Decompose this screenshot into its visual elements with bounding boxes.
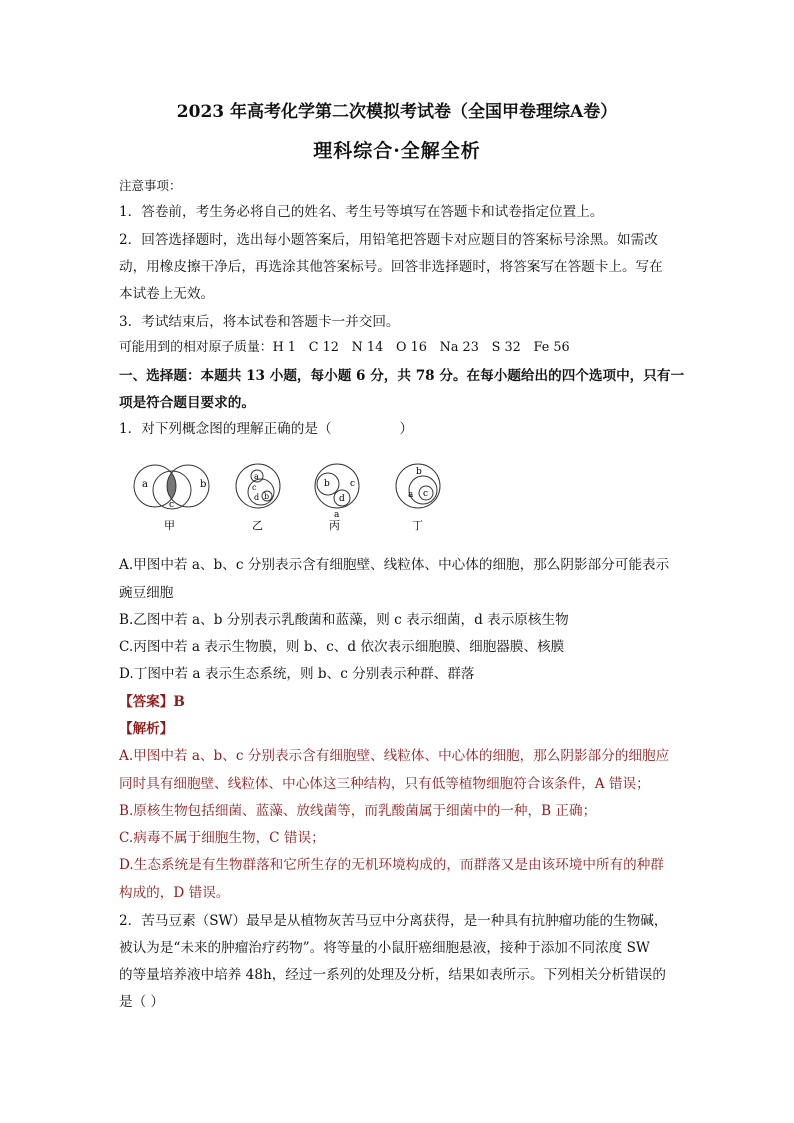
label-c: c <box>423 489 429 499</box>
label-a: a <box>334 510 340 520</box>
notice-item-3: 3．考试结束后，将本试卷和答题卡一并交回。 <box>119 314 400 330</box>
question-2-line-1: 2．苦马豆素（SW）最早是从植物灰苦马豆中分离获得，是一种具有抗肿瘤功能的生物碱， <box>119 913 668 929</box>
analysis-b: B.原核生物包括细菌、蓝藻、放线菌等，而乳酸菌属于细菌中的一种，B 正确； <box>119 803 597 819</box>
analysis-heading: 【解析】 <box>119 721 174 737</box>
label-c: c <box>252 483 257 492</box>
caption-bing: 丙 <box>329 519 340 532</box>
label-b: b <box>416 467 422 477</box>
label-d: d <box>339 494 345 504</box>
exam-subtitle: 理科综合·全解全析 <box>313 140 481 162</box>
label-b: b <box>264 492 270 501</box>
diagram-bing <box>315 464 359 532</box>
option-c: C.丙图中若 a 表示生物膜，则 b、c、d 依次表示细胞膜、细胞器膜、核膜 <box>119 639 565 655</box>
option-a-cont: 豌豆细胞 <box>119 585 174 601</box>
label-a: a <box>408 490 414 500</box>
caption-ding: 丁 <box>412 519 423 532</box>
question-1-stem: 1．对下列概念图的理解正确的是（ ） <box>119 421 414 437</box>
notice-heading: 注意事项： <box>119 178 182 193</box>
question-2-line-3: 的等量培养液中培养 48h，经过一系列的处理及分析，结果如表所示。下列相关分析错误的 <box>119 967 666 983</box>
label-c: c <box>350 479 356 489</box>
analysis-d: D.生态系统是有生物群落和它所生存的无机环境构成的，而群落又是由该环境中所有的种群 <box>119 857 664 873</box>
atomic-masses: 可能用到的相对原子质量：H 1 C 12 N 14 O 16 Na 23 S 32 Fe 56 <box>119 340 570 355</box>
analysis-c: C.病毒不属于细胞生物，C 错误； <box>119 830 325 846</box>
question-2-line-2: 被认为是“未来的肿瘤治疗药物”。将等量的小鼠肝癌细胞悬液，接种于添加不同浓度 SW <box>119 940 650 956</box>
label-c: c <box>169 500 175 510</box>
diagram-yi <box>236 464 280 532</box>
caption-yi: 乙 <box>252 519 263 532</box>
analysis-a-cont: 同时具有细胞壁、线粒体、中心体这三种结构，只有低等植物细胞符合该条件，A 错误； <box>119 776 650 792</box>
analysis-a: A.甲图中若 a、b、c 分别表示含有细胞壁、线粒体、中心体的细胞，那么阴影部分的细胞应 <box>119 748 670 764</box>
exam-title: 2023 年高考化学第二次模拟考试卷（全国甲卷理综A卷） <box>176 102 618 122</box>
notice-item-2-cont: 动，用橡皮擦干净后，再选涂其他答案标号。回答非选择题时，将答案写在答题卡上。写在 <box>119 259 663 275</box>
notice-item-2: 2．回答选择题时，选出每小题答案后，用铅笔把答题卡对应题目的答案标号涂黑。如需改 <box>119 232 658 248</box>
answer-label: 【答案】B <box>119 694 185 710</box>
notice-item-2-end: 本试卷上无效。 <box>119 286 215 302</box>
label-d: d <box>254 493 260 502</box>
caption-jia: 甲 <box>164 519 175 532</box>
concept-diagrams <box>120 462 460 532</box>
label-b: b <box>200 479 207 490</box>
section-heading-line-2: 项是符合题目要求的。 <box>119 395 255 411</box>
analysis-d-cont: 构成的，D 错误。 <box>119 885 230 901</box>
label-a: a <box>254 472 259 481</box>
label-b: b <box>324 479 330 489</box>
section-heading-line-1: 一、选择题：本题共 13 小题，每小题 6 分，共 78 分。在每小题给出的四个选项中，只有一 <box>119 368 685 384</box>
notice-item-1: 1．答卷前，考生务必将自己的姓名、考生号等填写在答题卡和试卷指定位置上。 <box>119 204 604 220</box>
option-a: A.甲图中若 a、b、c 分别表示含有细胞壁、线粒体、中心体的细胞，那么阴影部分可能表示 <box>119 557 670 573</box>
question-2-line-4: 是（ ） <box>119 994 165 1010</box>
diagram-jia <box>134 465 209 532</box>
label-a: a <box>142 479 148 490</box>
diagram-ding <box>396 464 440 532</box>
option-d: D.丁图中若 a 表示生态系统，则 b、c 分别表示种群、群落 <box>119 666 475 682</box>
option-b: B.乙图中若 a、b 分别表示乳酸菌和蓝藻，则 c 表示细菌，d 表示原核生物 <box>119 612 569 628</box>
